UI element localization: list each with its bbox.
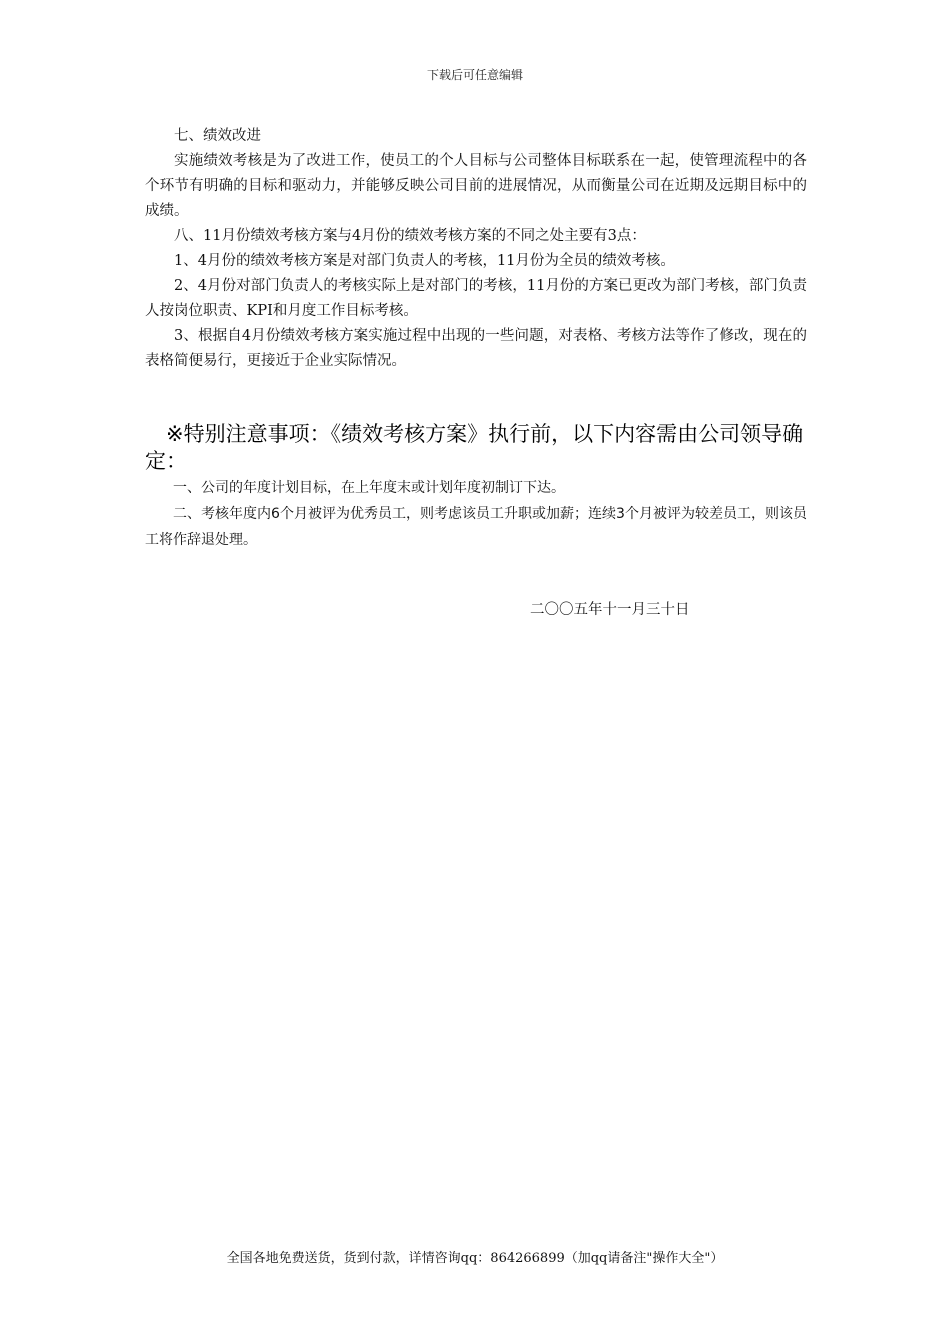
page-footer: 全国各地免费送货，货到付款，详情咨询qq：864266899（加qq请备注"操作大全"） bbox=[226, 1251, 724, 1266]
section-8-heading: 八、11月份绩效考核方案与4月份的绩效考核方案的不同之处主要有3点： bbox=[174, 228, 646, 244]
document-body bbox=[145, 124, 807, 623]
section-7-body: 实施绩效考核是为了改进工作，使员工的个人目标与公司整体目标联系在一起，使管理流程中的各个环节有明确的目标和驱动力，并能够反映公司目前的进展情况，从而衡量公司在近期及远期目标中的成绩。 bbox=[145, 153, 807, 219]
notice-item-2: 二、考核年度内6个月被评为优秀员工，则考虑该员工升职或加薪；连续3个月被评为较差员工，则该员工将作辞退处理。 bbox=[145, 506, 807, 548]
document-date: 二〇〇五年十一月三十日 bbox=[530, 602, 690, 618]
section-7-heading: 七、绩效改进 bbox=[174, 128, 261, 144]
page-header: 下载后可任意编辑 bbox=[426, 68, 523, 82]
notice-title: ※特别注意事项：《绩效考核方案》执行前，以下内容需由公司领导确定： bbox=[145, 422, 804, 473]
section-8-item-3: 3、根据自4月份绩效考核方案实施过程中出现的一些问题，对表格、考核方法等作了修改，现在的表格简便易行，更接近于企业实际情况。 bbox=[145, 328, 807, 369]
section-8-item-1: 1、4月份的绩效考核方案是对部门负责人的考核，11月份为全员的绩效考核。 bbox=[174, 253, 675, 269]
section-8-item-2: 2、4月份对部门负责人的考核实际上是对部门的考核，11月份的方案已更改为部门考核，部门负责人按岗位职责、KPI和月度工作目标考核。 bbox=[145, 278, 807, 319]
notice-item-1: 一、公司的年度计划目标，在上年度末或计划年度初制订下达。 bbox=[173, 480, 565, 496]
